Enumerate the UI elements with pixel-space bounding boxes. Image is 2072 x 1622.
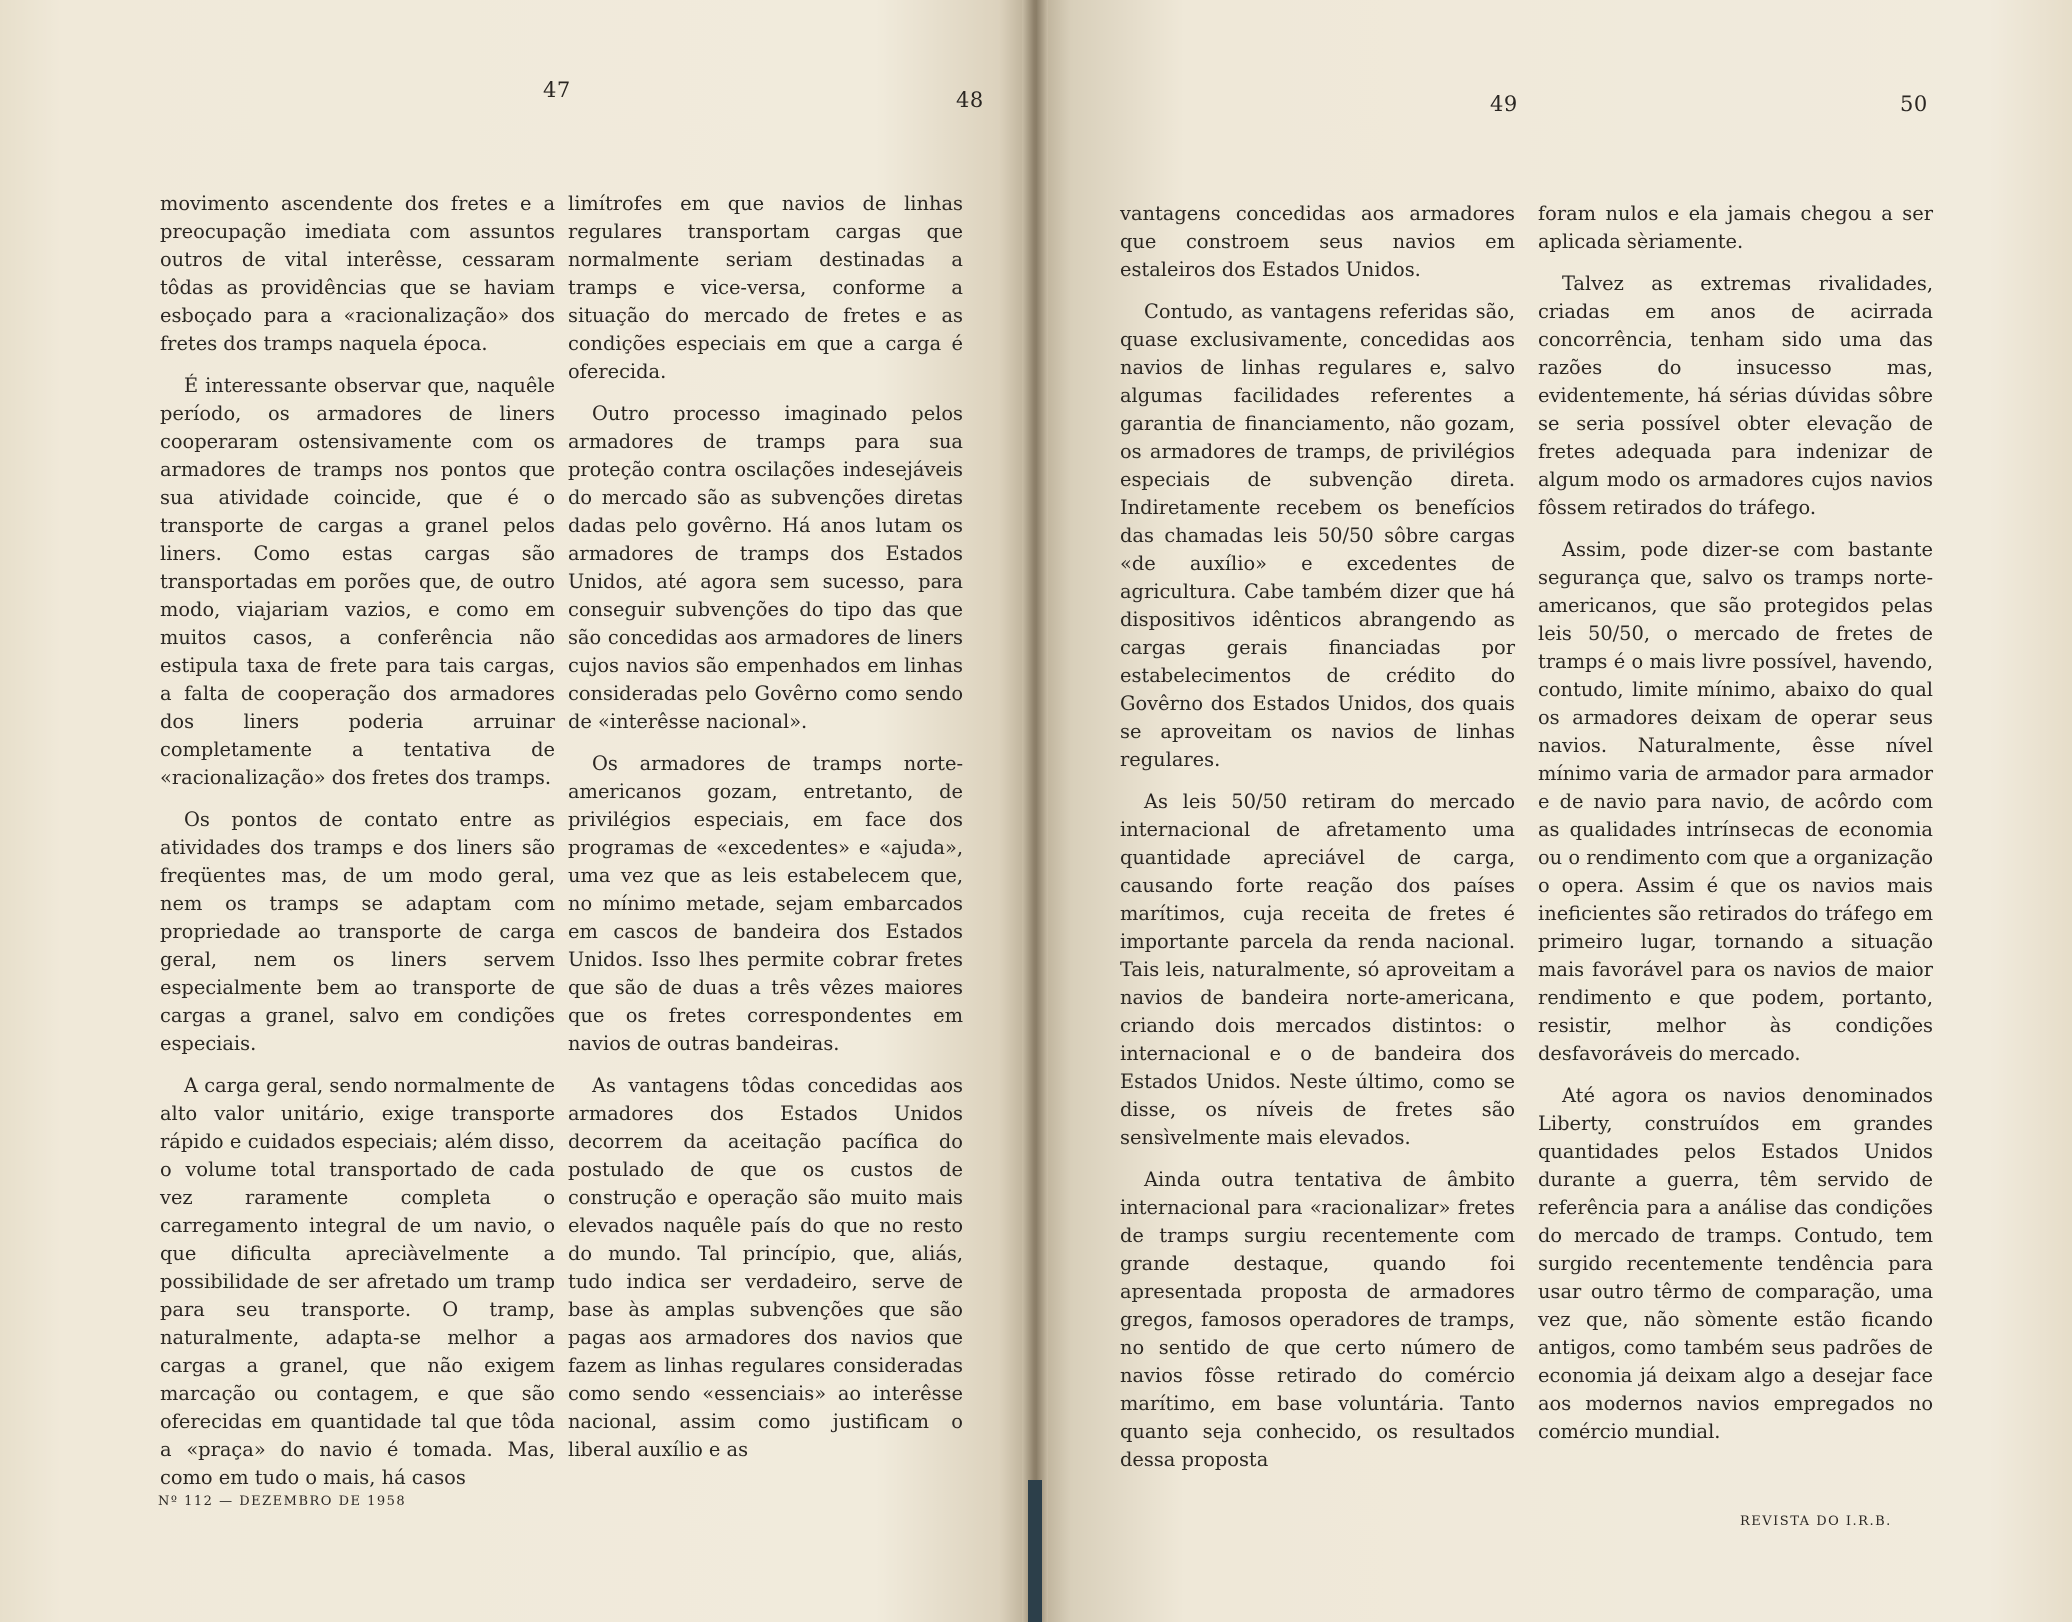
paragraph: As vantagens tôdas concedidas aos armadores dos Estados Unidos decorrem da aceitação pacífica do postulado de que os custos de construção e operação são muito mais elevados naquêle país do que no resto do mundo. Tal princípio, que, aliás, tudo indica ser verdadeiro, serve de base às amplas subvenções que são pagas aos armadores dos navios que fazem as linhas regulares consideradas como sendo «essenciais» ao interêsse nacional, assim como justificam o liberal auxílio e as — [568, 1074, 963, 1461]
page-47-column — [160, 190, 555, 1506]
binding-band — [1028, 1480, 1042, 1622]
paragraph: movimento ascendente dos fretes e a preocupação imediata com assuntos outros de vital interêsse, cessaram tôdas as providências que se haviam esboçado para a «racionalização» dos fretes dos tramps naquela época. — [160, 192, 555, 355]
book-gutter — [1022, 0, 1048, 1622]
page-number-47: 47 — [543, 78, 571, 102]
paragraph: Contudo, as vantagens referidas são, quase exclusivamente, concedidas aos navios de linhas regulares e, salvo algumas facilidades referentes a garantia de financiamento, não gozam, os armadores de tramps, de privilégios especiais de subvenção direta. Indiretamente recebem os benefícios das chamadas leis 50/50 sôbre cargas «de auxílio» e excedentes de agricultura. Cabe também dizer que há dispositivos idênticos abrangendo as cargas gerais financiadas por estabelecimentos de crédito do Govêrno dos Estados Unidos, dos quais se aproveitam os navios de linhas regulares. — [1120, 300, 1515, 771]
page-number-49: 49 — [1490, 92, 1518, 116]
paragraph: Talvez as extremas rivalidades, criadas em anos de acirrada concorrência, tenham sido uma das razões do insucesso mas, evidentemente, há sérias dúvidas sôbre se seria possível obter elevação de fretes adequada para indenizar de algum modo os armadores cujos navios fôssem retirados do tráfego. — [1538, 272, 1933, 519]
paragraph: Outro processo imaginado pelos armadores de tramps para sua proteção contra oscilações indesejáveis do mercado são as subvenções diretas dadas pelo govêrno. Há anos lutam os armadores de tramps dos Estados Unidos, até agora sem sucesso, para conseguir subvenções do tipo das que são concedidas aos armadores de liners cujos navios são empenhados em linhas consideradas pelo Govêrno como sendo de «interêsse nacional». — [568, 402, 963, 733]
paragraph: Assim, pode dizer-se com bastante segurança que, salvo os tramps norte-americanos, que são protegidos pelas leis 50/50, o mercado de fretes de tramps é o mais livre possível, havendo, contudo, limite mínimo, abaixo do qual os armadores deixam de operar seus navios. Naturalmente, êsse nível mínimo varia de armador para armador e de navio para navio, de acôrdo com as qualidades intrínsecas de economia ou o rendimento com que a organização o opera. Assim é que os navios mais ineficientes são retirados do tráfego em primeiro lugar, tornando a situação mais favorável para os navios de maior rendimento e que podem, portanto, resistir, melhor às condições desfavoráveis do mercado. — [1538, 538, 1933, 1065]
page-48-column — [568, 190, 963, 1478]
paragraph: Ainda outra tentativa de âmbito internacional para «racionalizar» fretes de tramps surgiu recentemente com grande destaque, quando foi apresentada proposta de armadores gregos, famosos operadores de tramps, no sentido de que certo número de navios fôsse retirado do comércio marítimo, em base voluntária. Tanto quanto seja conhecido, os resultados dessa proposta — [1120, 1168, 1515, 1471]
paragraph: É interessante observar que, naquêle período, os armadores de liners cooperaram ostensivamente com os armadores de tramps nos pontos que sua atividade coincide, que é o transporte de cargas a granel pelos liners. Como estas cargas são transportadas em porões que, de outro modo, viajariam vazios, e como em muitos casos, a conferência não estipula taxa de frete para tais cargas, a falta de cooperação dos armadores dos liners poderia arruinar completamente a tentativa de «racionalização» dos fretes dos tramps. — [160, 374, 555, 789]
footer-issue: Nº 112 — DEZEMBRO DE 1958 — [158, 1494, 407, 1509]
paragraph: As leis 50/50 retiram do mercado internacional de afretamento uma quantidade apreciável de carga, causando forte reação dos países marítimos, cuja receita de fretes é importante parcela da renda nacional. Tais leis, naturalmente, só aproveitam a navios de bandeira norte-americana, criando dois mercados distintos: o internacional e o de bandeira dos Estados Unidos. Neste último, como se disse, os níveis de fretes são sensìvelmente mais elevados. — [1120, 790, 1515, 1149]
page-number-50: 50 — [1900, 92, 1928, 116]
footer-journal: REVISTA DO I.R.B. — [1740, 1514, 1892, 1529]
paragraph: limítrofes em que navios de linhas regulares transportam cargas que normalmente seriam destinadas a tramps e vice-versa, conforme a situação do mercado de fretes e as condições especiais em que a carga é oferecida. — [568, 192, 963, 383]
paragraph: vantagens concedidas aos armadores que constroem seus navios em estaleiros dos Estados Unidos. — [1120, 202, 1515, 281]
paragraph: A carga geral, sendo normalmente de alto valor unitário, exige transporte rápido e cuidados especiais; além disso, o volume total transportado de cada vez raramente completa o carregamento integral de um navio, o que dificulta apreciàvelmente a possibilidade de ser afretado um tramp para seu transporte. O tramp, naturalmente, adapta-se melhor a cargas a granel, que não exigem marcação ou contagem, e que são oferecidas em quantidade tal que tôda a «praça» do navio é tomada. Mas, como em tudo o mais, há casos — [160, 1074, 555, 1489]
paragraph: Os pontos de contato entre as atividades dos tramps e dos liners são freqüentes mas, de um modo geral, nem os tramps se adaptam com propriedade ao transporte de carga geral, nem os liners servem especialmente bem ao transporte de cargas a granel, salvo em condições especiais. — [160, 808, 555, 1055]
paragraph: foram nulos e ela jamais chegou a ser aplicada sèriamente. — [1538, 202, 1933, 253]
page-number-48: 48 — [956, 88, 984, 112]
paragraph: Até agora os navios denominados Liberty, construídos em grandes quantidades pelos Estados Unidos durante a guerra, têm servido de referência para a análise das condições do mercado de tramps. Contudo, tem surgido recentemente tendência para usar outro têrmo de comparação, uma vez que, não sòmente estão ficando antigos, como também seus padrões de economia já deixam algo a desejar face aos modernos navios empregados no comércio mundial. — [1538, 1084, 1933, 1443]
page-49-column — [1120, 200, 1515, 1488]
page-50-column — [1538, 200, 1933, 1460]
paragraph: Os armadores de tramps norte-americanos gozam, entretanto, de privilégios especiais, em face dos programas de «excedentes» e «ajuda», uma vez que as leis estabelecem que, no mínimo metade, sejam embarcados em cascos de bandeira dos Estados Unidos. Isso lhes permite cobrar fretes que são de duas a três vêzes maiores que os fretes correspondentes em navios de outras bandeiras. — [568, 752, 963, 1055]
